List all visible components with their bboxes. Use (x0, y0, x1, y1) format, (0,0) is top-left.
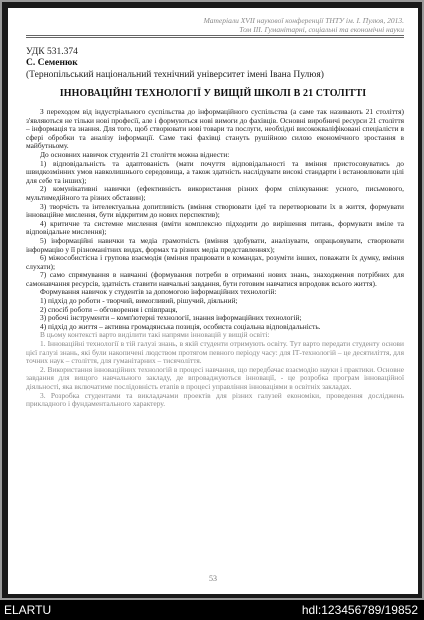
list-item: 5) інформаційні навички та медіа грамотність (вміння здобувати, аналізувати, опрацьовувати, створювати інформацію у її різноманітних видах, формах та різних медіа представленнях); (26, 235, 404, 254)
running-header-line1: Матеріали XVII наукової конференції ТНТУ ім. І. Пулюя, 2013. (203, 16, 404, 25)
article-title: ІННОВАЦІЙНІ ТЕХНОЛОГІЇ У ВИЩІЙ ШКОЛІ В 21 СТОЛІТТІ (59, 88, 367, 99)
body-paragraph: З переходом від індустріального суспільства до інформаційного суспільства (а саме так називають 21 століття) з'являються не тільки нові професії, але і формуються нові вимоги до фахівців. Основні виробничі ресурси 21 століття – інформація та знання. Для того, щоб створювати нові товари та послуги, необхідні висококваліфіковані спеціалісти в сфері обробки та аналізу інформації. Саме такі фахівці стануть рушійною силою економічного зростання в майбутньому. (26, 107, 404, 151)
list-item: 1) підхід до роботи - творчий, вимогливий, рішучий, діяльний; (40, 296, 238, 306)
list-item: 6) міжособистісна і групова взаємодія (вміння працювати в командах, розуміти інших, поважати їх думку, вміння слухати); (26, 253, 404, 271)
author-affiliation: (Тернопільський національний технічний університет імені Івана Пулюя) (26, 70, 324, 80)
list-item: 7) само спрямування в навчанні (формування потреби в отриманні нових знань, знаходження потрібних для самонавчання ресурсів, здатність ставити навчальні завдання, бути готовим навчатися впродовж всього життя). (26, 270, 404, 288)
header-rule-bottom (26, 37, 404, 38)
author-name: С. Семенюк (26, 58, 78, 68)
page-number: 53 (209, 574, 217, 583)
list-item: 4) підхід до життя – активна громадянська позиція, особиста соціальна відповідальність. (40, 321, 321, 331)
faded-list-item: 1. Інноваційні технології в тій галузі знань, в якій студенти отримують освіту. Тут варто передати студенту основи цієї галузі знань, які були накопичені людством протягом певного періоду часу: для ІТ-технологій – це десятиліття, для точних наук – століття, для гуманітарних – тисячоліття. (26, 339, 404, 366)
list-item: 3) робочі інструменти – комп'ютерні технології, знання інформаційних технологій; (40, 313, 302, 323)
body-paragraph: Формування навичок у студентів за допомогою інформаційних технологій: (40, 287, 277, 297)
page-frame (2, 2, 422, 598)
udk-code: УДК 531.374 (26, 47, 78, 57)
repository-name: ELARTU (4, 603, 52, 617)
handle-identifier: hdl:123456789/19852 (301, 603, 418, 617)
document-page (8, 8, 418, 594)
faded-paragraph: В цьому контексті варто виділити такі напрями інновацій у вищій освіті: (40, 330, 270, 340)
list-item: 2) спосіб роботи – обговорення і співпраця, (40, 304, 178, 314)
repository-footer-bar (0, 600, 424, 620)
article-body (26, 108, 404, 409)
list-item: 2) комунікативні навички (ефективність використання різних форм спілкування: усного, письмового, мультимедійного та різних обставин); (26, 184, 404, 202)
header-rule-top (26, 35, 404, 36)
body-paragraph: До основних навичок студентів 21 століття можна віднести: (40, 149, 230, 159)
faded-list-item: 3. Розробка студентами та викладачами проектів для різних галузей економіки, проведення досліджень прикладного і фундаментального характеру. (26, 390, 404, 409)
list-item: 1) відповідальність та адаптованість (мати почуття відповідальності та вміння пристосовуватись до швидкозмінних умов навколишнього середовища, а також здатність наслідувати високі стандарти і встановлювати цілі для себе та інших); (26, 158, 404, 185)
list-item: 4) критичне та системне мислення (вміти комплексно підходити до вирішення питань, формувати вміле та відповідальне мислення); (26, 218, 404, 237)
running-header-line2: Том ІІІ. Гуманітарні, соціальні та економічні науки (239, 25, 404, 34)
faded-list-item: 2. Використання інноваційних технологій в процесі навчання, що передбачає взаємодію науки і практики. Основне завдання для вищого навчального закладу, де впроваджуються інновації, - це розробка програм інноваційної діяльності, яка включатиме послідовність етапів в процесі управління інноваціями в освітніх закладах. (26, 364, 404, 391)
list-item: 3) творчість та інтелектуальна допитливість (вміння створювати ідеї та перетворювати їх в життя, формувати інноваційне мислення, бути відкритим до нових перспектив); (26, 201, 404, 220)
